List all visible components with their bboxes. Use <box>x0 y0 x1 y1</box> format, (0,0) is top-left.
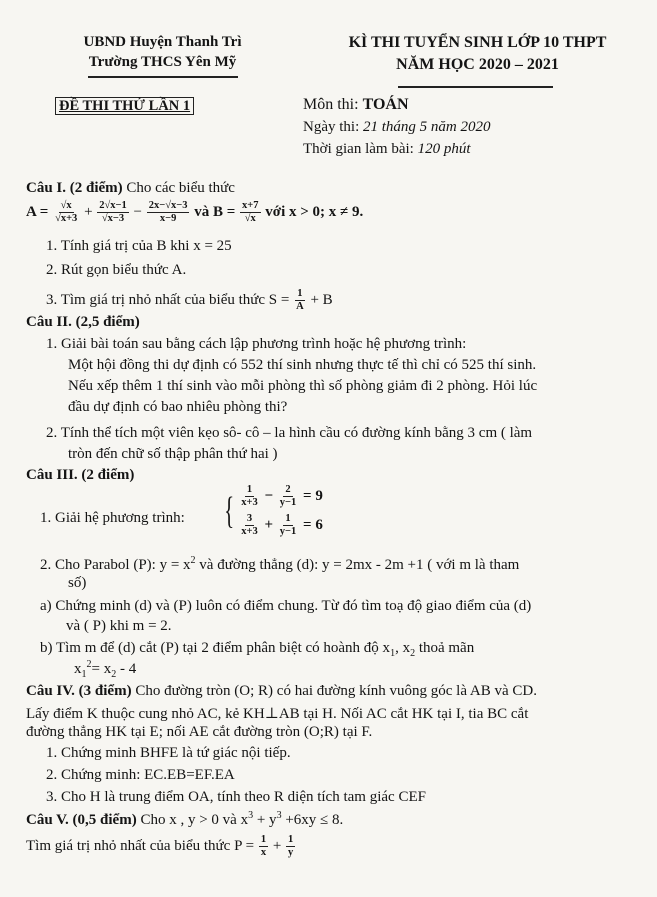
school-authority: UBND Huyện Thanh Trì <box>83 34 242 50</box>
q3-b-tail: - 4 <box>116 661 137 677</box>
eq2-rhs: = 6 <box>303 517 323 534</box>
brace: { <box>224 490 235 533</box>
q5-sup-b: 3 <box>276 810 282 821</box>
q2-item1-line1: 1. Giải bài toán sau bằng cách lập phương trình hoặc hệ phương trình: <box>46 336 467 352</box>
eq1-frac-b <box>278 484 298 509</box>
q3-b-sub2: 2 <box>410 648 416 659</box>
q4-title: Câu IV. (3 điểm) <box>26 683 132 699</box>
eq2-a-num: 3 <box>245 513 254 526</box>
q3-b-line1 <box>40 640 474 659</box>
q4-intro: Cho đường tròn (O; R) có hai đường kính vuông góc là AB và CD. <box>131 683 538 699</box>
q4-line3: đường thẳng HK tại E; nối AE cắt đường tròn (O;R) tại F. <box>26 724 373 740</box>
subject-value: TOÁN <box>362 96 409 113</box>
p-frac-2 <box>286 834 295 859</box>
q3-b-part2: thoả mãn <box>415 640 475 656</box>
school-name: Trường THCS Yên Mỹ <box>88 54 237 70</box>
q3-title: Câu III. (2 điểm) <box>26 467 135 483</box>
p-den1: x <box>260 847 267 859</box>
q1-item3-text: 3. Tìm giá trị nhỏ nhất của biểu thức S = <box>46 292 290 308</box>
q3-item1-label: 1. Giải hệ phương trình: <box>40 510 185 526</box>
left-underline <box>88 76 238 78</box>
q4-item3: 3. Cho H là trung điểm OA, tính theo R diện tích tam giác CEF <box>46 789 426 805</box>
q3-b-part1: b) Tìm m để (d) cắt (P) tại 2 điểm phân biệt có hoành độ x <box>40 640 391 656</box>
exam-label <box>55 98 194 115</box>
q4-item1: 1. Chứng minh BHFE là tứ giác nội tiếp. <box>46 745 291 761</box>
q3-a-line2: và ( P) khi m = 2. <box>66 618 172 634</box>
date-value: 21 tháng 5 năm 2020 <box>363 119 491 135</box>
q3-item2-line2: số) <box>68 575 87 591</box>
f2-num: 2√x−1 <box>97 200 129 213</box>
q3-item2-part2: và đường thẳng (d): y = 2mx - 2m +1 ( với m là tham <box>195 557 520 573</box>
q3-b-comma: , x <box>395 640 411 656</box>
q5-part2: + y <box>253 812 277 828</box>
time-value: 120 phút <box>417 141 471 157</box>
q2-item1-line3: Nếu xếp thêm 1 thí sinh vào mỗi phòng thì số phòng giảm đi 2 phòng. Hỏi lúc <box>68 378 538 394</box>
q5-line2 <box>26 834 296 859</box>
q1-title: Câu I. (2 điểm) <box>26 180 123 196</box>
fraction-3 <box>147 200 190 225</box>
s-num: 1 <box>295 288 304 301</box>
q1-item2: 2. Rút gọn biểu thức A. <box>46 262 187 278</box>
p-plus: + <box>272 838 282 854</box>
q2-title: Câu II. (2,5 điểm) <box>26 314 140 330</box>
f1-num: √x <box>59 200 74 213</box>
q5-line1 <box>26 810 343 829</box>
q3-a-line1: a) Chứng minh (d) và (P) luôn có điểm chung. Từ đó tìm toạ độ giao điểm của (d) <box>40 598 532 614</box>
eq1-a-num: 1 <box>245 484 254 497</box>
fraction-b <box>240 200 260 225</box>
q5-text: Tìm giá trị nhỏ nhất của biểu thức P = <box>26 838 255 854</box>
q2-item2-line2: tròn đến chữ số thập phân thứ hai ) <box>68 446 278 462</box>
op-plus: + <box>84 204 93 220</box>
f3-num: 2x−√x−3 <box>147 200 190 213</box>
f3-den: x−9 <box>159 213 177 225</box>
f1-den: √x+3 <box>55 213 78 225</box>
q4-line2: Lấy điểm K thuộc cung nhỏ AC, kẻ KH⊥AB tại H. Nối AC cắt HK tại I, tia BC cắt <box>26 706 529 722</box>
op-minus: − <box>133 204 142 220</box>
q1-expressions <box>26 200 363 225</box>
condition: với x > 0; x ≠ 9. <box>265 204 364 220</box>
exam-title: KÌ THI TUYỂN SINH LỚP 10 THPT <box>348 34 607 51</box>
q2-item1-line2: Một hội đồng thi dự định có 552 thí sinh nhưng thực tế thì chỉ có 525 thí sinh. <box>68 357 537 373</box>
eq1-rhs: = 9 <box>303 488 323 504</box>
eq2-a-den: x+3 <box>241 526 258 538</box>
eq1-op: − <box>264 488 274 504</box>
expr-a-prefix: A = <box>26 204 49 220</box>
eq1-b-num: 2 <box>283 484 292 497</box>
equation-2 <box>238 513 323 538</box>
q1-heading <box>26 180 235 197</box>
q3-b-line2 <box>74 659 136 680</box>
f2-den: √x−3 <box>101 213 125 225</box>
fb-num: x+7 <box>240 200 260 213</box>
q1-item3 <box>46 288 333 313</box>
q5-part1: Cho x , y > 0 và x <box>136 812 249 828</box>
q1-item3-tail: + B <box>310 292 333 308</box>
q3-b-sub1: 1 <box>390 648 396 659</box>
q3-item2-line1 <box>40 555 519 574</box>
q2-item1-line4: đầu dự định có bao nhiêu phòng thi? <box>68 399 288 415</box>
q1-intro: Cho các biểu thức <box>122 180 235 196</box>
subject-label: Môn thi: <box>303 96 363 113</box>
fb-den: √x <box>244 213 256 225</box>
time-label: Thời gian làm bài: <box>303 141 418 157</box>
q3-b-x-sub: 1 <box>81 669 87 680</box>
right-underline <box>398 86 553 88</box>
eq1-frac-a <box>239 484 259 509</box>
q5-sup-a: 3 <box>248 810 254 821</box>
eq2-frac-a <box>239 513 259 538</box>
eq2-frac-b <box>278 513 298 538</box>
expr-b-prefix: và B = <box>194 204 236 220</box>
exam-label-text: ĐỀ THI THỬ LẦN 1 <box>55 97 194 115</box>
eq2-op: + <box>264 517 274 534</box>
eq1-b-den: y−1 <box>279 497 297 509</box>
q5-title: Câu V. (0,5 điểm) <box>26 812 137 828</box>
p-frac-1 <box>259 834 268 859</box>
q3-item2-part1: 2. Cho Parabol (P): y = x <box>40 557 191 573</box>
p-num1: 1 <box>259 834 268 847</box>
q4-line1 <box>26 683 537 700</box>
equation-system <box>220 484 323 538</box>
p-den2: y <box>288 847 294 859</box>
school-year: NĂM HỌC 2020 – 2021 <box>396 56 559 73</box>
fraction-2 <box>97 200 129 225</box>
q3-item2-sup: 2 <box>190 555 196 566</box>
q3-b-eq: = x <box>91 661 112 677</box>
date-label: Ngày thi: <box>303 119 363 135</box>
p-num2: 1 <box>286 834 295 847</box>
eq2-b-den: y−1 <box>279 526 297 538</box>
q2-item2-line1: 2. Tính thể tích một viên kẹo sô- cô – la hình cầu có đường kính bằng 3 cm ( làm <box>46 425 533 441</box>
q5-part3: +6xy ≤ 8. <box>281 812 344 828</box>
time-line <box>303 141 471 158</box>
date-line <box>303 119 491 136</box>
fraction-1 <box>53 200 79 225</box>
s-den: A <box>296 301 304 313</box>
q3-b-x-sup: 2 <box>86 659 92 670</box>
q3-b-x: x <box>74 661 82 677</box>
fraction-s <box>294 288 306 313</box>
eq2-b-num: 1 <box>283 513 292 526</box>
q4-item2: 2. Chứng minh: EC.EB=EF.EA <box>46 767 235 783</box>
q3-b-x2-sub: 2 <box>111 669 117 680</box>
eq1-a-den: x+3 <box>241 497 258 509</box>
q1-item1: 1. Tính giá trị của B khi x = 25 <box>46 238 232 254</box>
subject-line <box>303 96 409 114</box>
equation-1 <box>238 484 323 509</box>
